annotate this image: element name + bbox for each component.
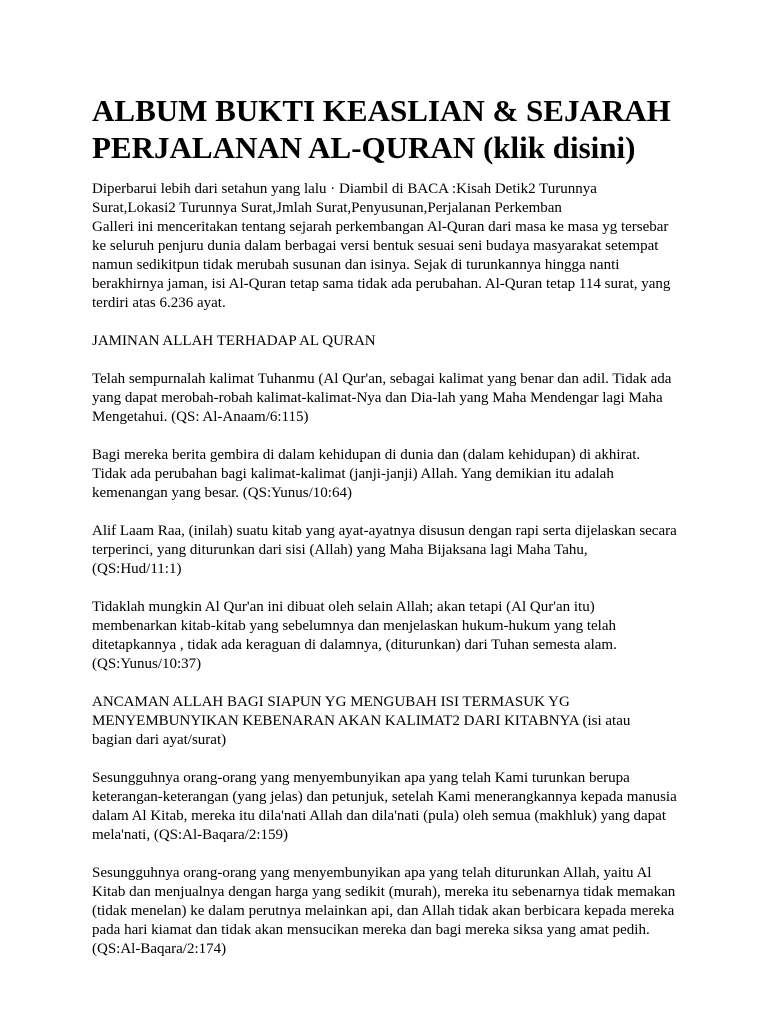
text-line: JAMINAN ALLAH TERHADAP AL QURAN [92,333,376,349]
text-line: ANCAMAN ALLAH BAGI SIAPUN YG MENGUBAH ISI TERMASUK YG [92,694,570,710]
text-line: pada hari kiamat dan tidak akan mensucikan mereka dan bagi mereka siksa yang amat pedih. [92,922,650,938]
intro-paragraph [92,180,688,313]
verse-paragraph [92,598,688,674]
text-line: membenarkan kitab-kitab yang sebelumnya dan menjelaskan hukum-hukum yang telah [92,618,617,634]
verse-paragraph [92,864,688,959]
text-line: Mengetahui. (QS: Al-Anaam/6:115) [92,409,309,425]
section-heading [92,332,688,351]
text-line: namun sedikitpun tidak merubah susunan dan isinya. Sejak di turunkannya hingga nanti [92,257,620,273]
verse-paragraph [92,370,688,427]
title-line: ALBUM BUKTI KEASLIAN & SEJARAH [92,93,671,128]
text-line: berakhirnya jaman, isi Al-Quran tetap sama tidak ada perubahan. Al-Quran tetap 114 surat, yang [92,276,671,292]
text-line: bagian dari ayat/surat) [92,732,227,748]
text-line: Sesungguhnya orang-orang yang menyembunyikan apa yang telah Kami turunkan berupa [92,770,630,786]
text-line: terdiri atas 6.236 ayat. [92,295,226,311]
text-line: terperinci, yang diturunkan dari sisi (Allah) yang Maha Bijaksana lagi Maha Tahu, [92,542,588,558]
text-line: ke seluruh penjuru dunia dalam berbagai versi bentuk sesuai seni budaya masyarakat setempat [92,238,659,254]
title-line: PERJALANAN AL-QURAN (klik disini) [92,130,636,165]
text-line: MENYEMBUNYIKAN KEBENARAN AKAN KALIMAT2 DARI KITABNYA (isi atau [92,713,631,729]
text-line: dalam Al Kitab, mereka itu dila'nati Allah dan dila'nati (pula) oleh semua (makhluk) yang dapat [92,808,666,824]
document-title [92,92,688,166]
text-line: Diperbarui lebih dari setahun yang lalu · Diambil di BACA :Kisah Detik2 Turunnya [92,181,597,197]
text-line: Tidak ada perubahan bagi kalimat-kalimat (janji-janji) Allah. Yang demikian itu adalah [92,466,614,482]
text-line: kemenangan yang besar. (QS:Yunus/10:64) [92,485,352,501]
text-line: yang dapat merobah-robah kalimat-kalimat-Nya dan Dia-lah yang Maha Mendengar lagi Maha [92,390,663,406]
text-line: (tidak menelan) ke dalam perutnya melainkan api, dan Allah tidak akan berbicara kepada mereka [92,903,675,919]
text-line: mela'nati, (QS:Al-Baqara/2:159) [92,827,288,843]
text-line: Galleri ini menceritakan tentang sejarah perkembangan Al-Quran dari masa ke masa yg tersebar [92,219,669,235]
text-line: Tidaklah mungkin Al Qur'an ini dibuat oleh selain Allah; akan tetapi (Al Qur'an itu) [92,599,595,615]
text-line: Kitab dan menjualnya dengan harga yang sedikit (murah), mereka itu sebenarnya tidak memakan [92,884,676,900]
text-line: (QS:Al-Baqara/2:174) [92,941,227,957]
text-line: keterangan-keterangan (yang jelas) dan petunjuk, setelah Kami menerangkannya kepada manusia [92,789,677,805]
verse-paragraph [92,769,688,845]
text-line: ditetapkannya , tidak ada keraguan di dalamnya, (diturunkan) dari Tuhan semesta alam. [92,637,617,653]
text-line: Surat,Lokasi2 Turunnya Surat,Jmlah Surat,Penyusunan,Perjalanan Perkemban [92,200,562,216]
text-line: Telah sempurnalah kalimat Tuhanmu (Al Qur'an, sebagai kalimat yang benar dan adil. Tidak ada [92,371,672,387]
text-line: Bagi mereka berita gembira di dalam kehidupan di dunia dan (dalam kehidupan) di akhirat. [92,447,641,463]
text-line: Alif Laam Raa, (inilah) suatu kitab yang ayat-ayatnya disusun dengan rapi serta dijelaskan secara [92,523,677,539]
text-line: (QS:Yunus/10:37) [92,656,202,672]
document-body [92,180,688,978]
text-line: (QS:Hud/11:1) [92,561,182,577]
text-line: Sesungguhnya orang-orang yang menyembunyikan apa yang telah diturunkan Allah, yaitu Al [92,865,652,881]
verse-paragraph [92,446,688,503]
section-heading [92,693,688,750]
verse-paragraph [92,522,688,579]
